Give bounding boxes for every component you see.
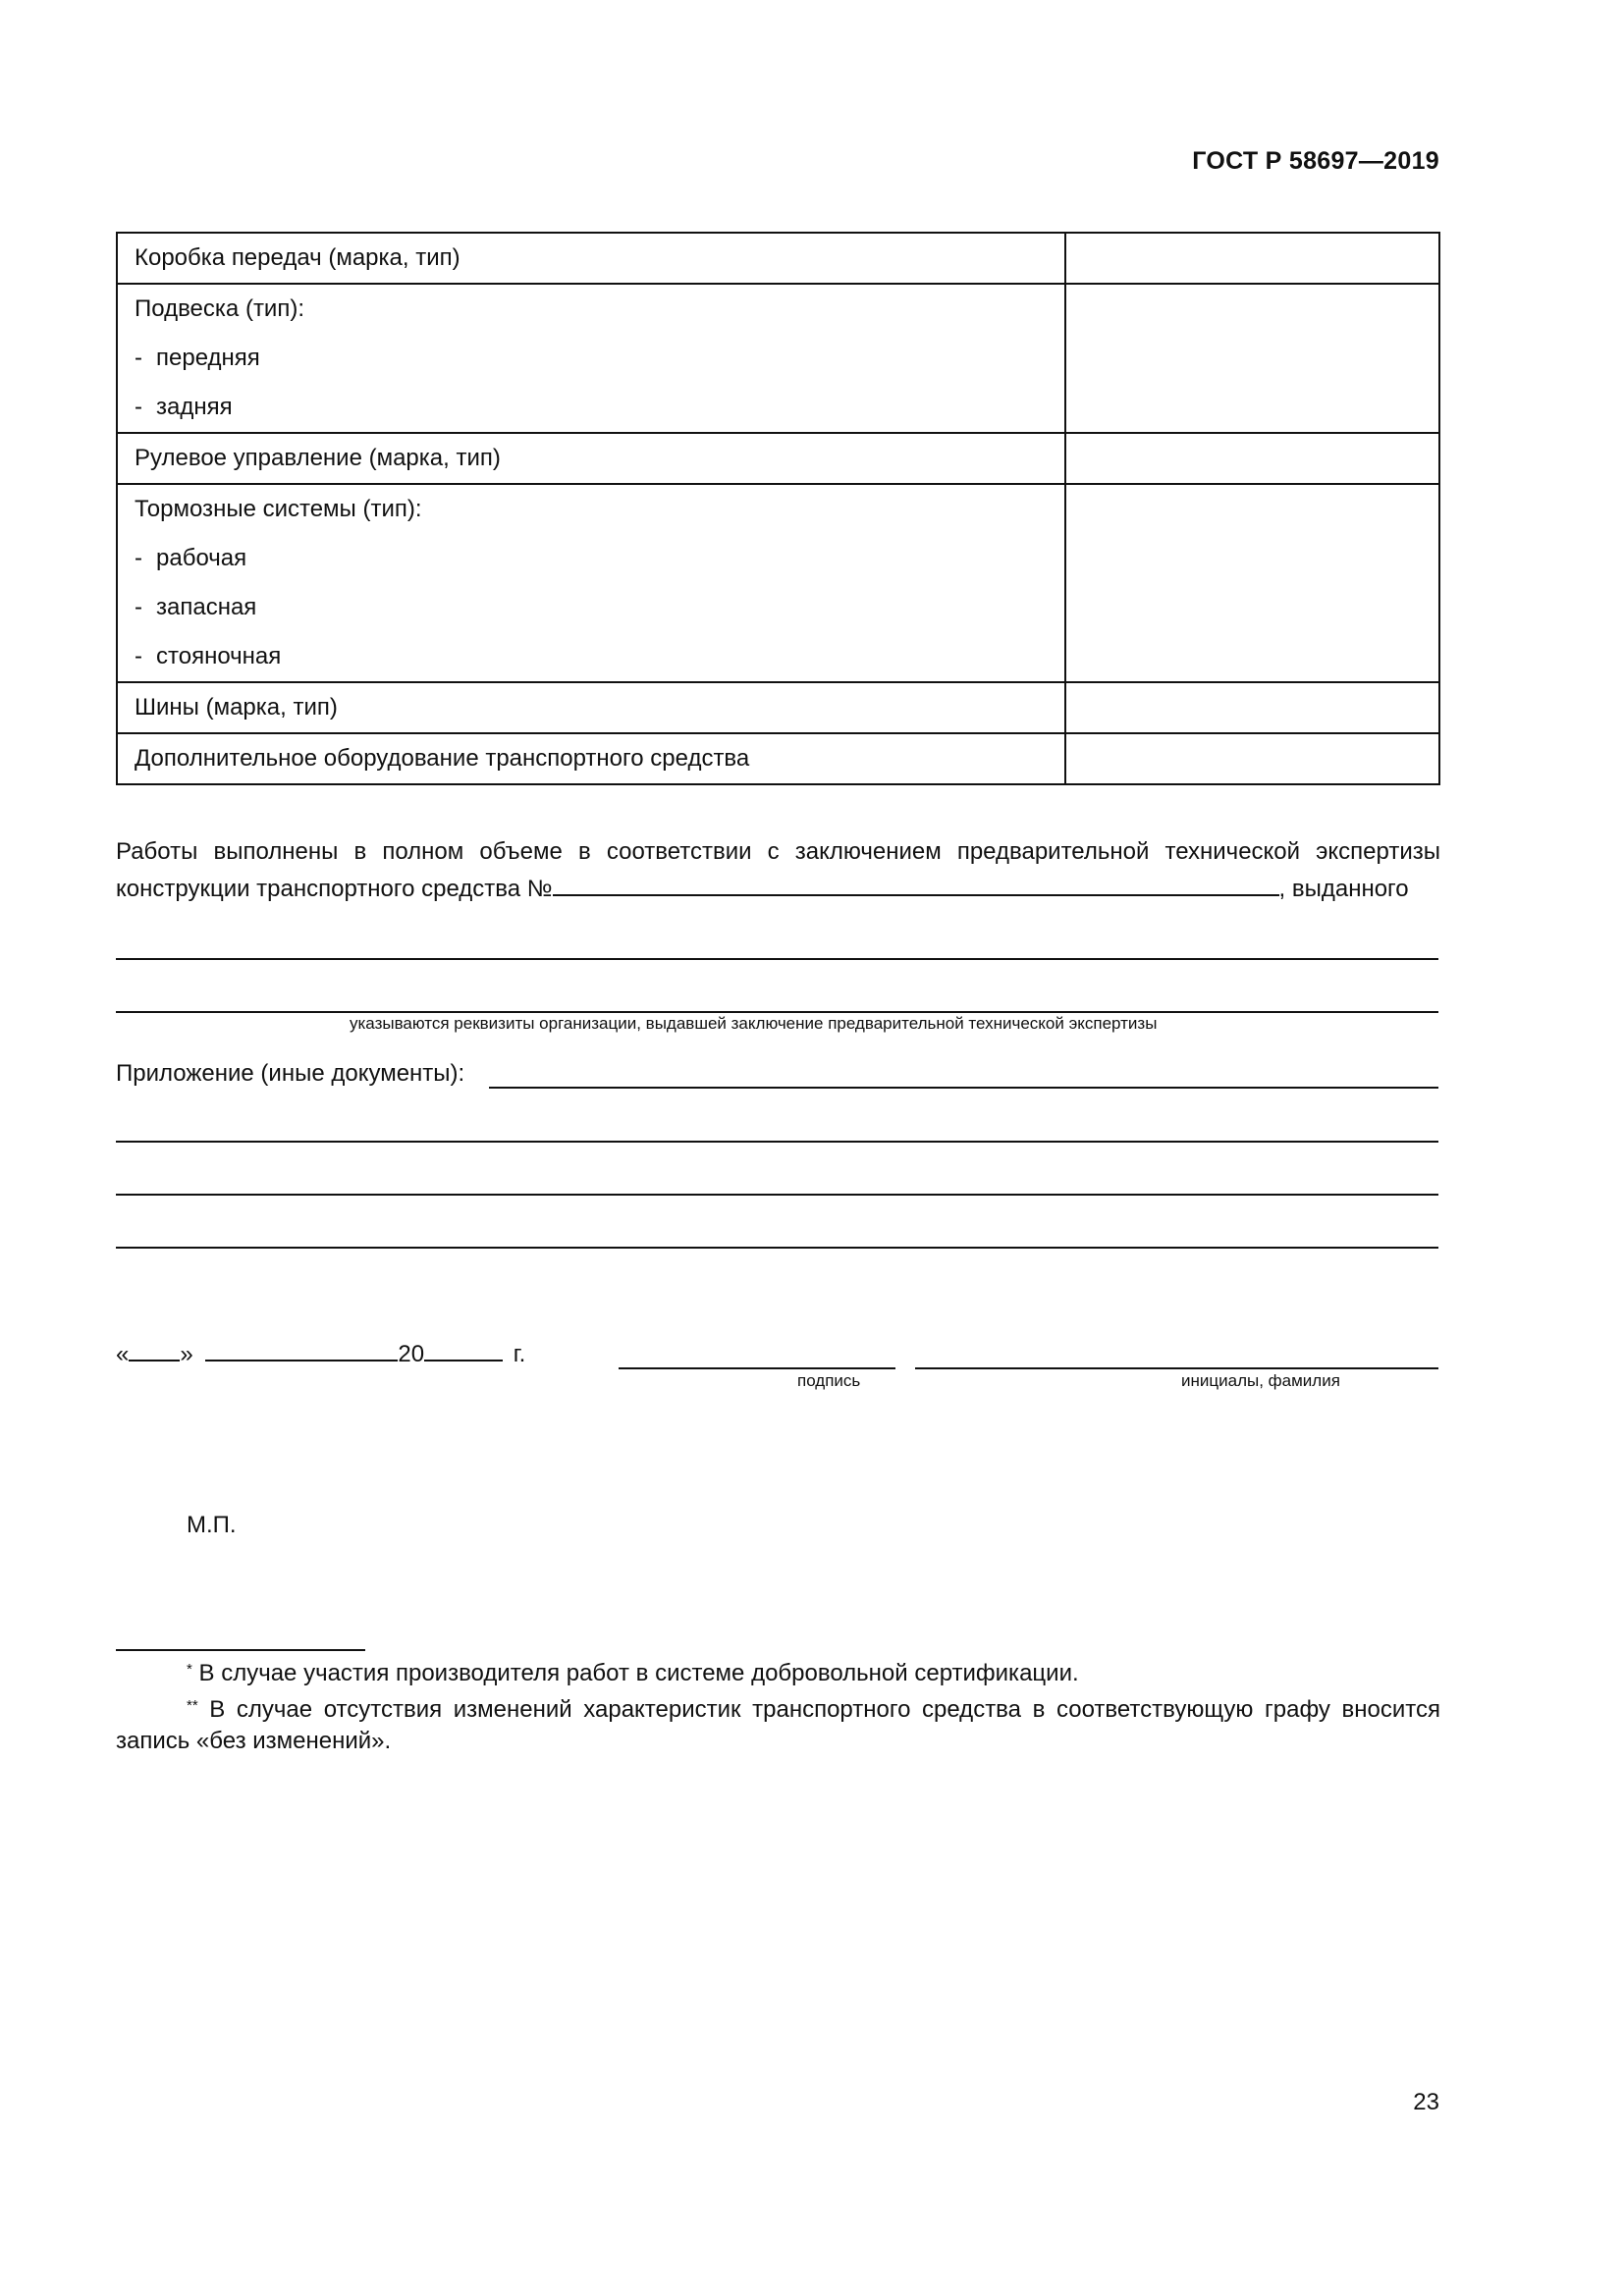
vehicle-spec-table <box>116 232 1440 785</box>
value-cell[interactable] <box>1065 433 1439 484</box>
issuer-line-2[interactable] <box>116 1011 1438 1013</box>
value-cell[interactable] <box>1065 233 1439 284</box>
value-cell[interactable] <box>1065 484 1439 682</box>
table-row <box>117 233 1439 284</box>
row-text: Подвеска (тип): <box>135 295 304 322</box>
table-row <box>117 484 1439 682</box>
appendix-line-4[interactable] <box>116 1247 1438 1249</box>
name-caption: инициалы, фамилия <box>1181 1371 1340 1390</box>
row-label <box>117 682 1065 733</box>
row-label <box>117 284 1065 433</box>
row-sub-item: - запасная <box>135 594 257 620</box>
row-text: Тормозные системы (тип): <box>135 496 422 522</box>
row-text: Рулевое управление (марка, тип) <box>135 445 501 471</box>
month-field[interactable] <box>205 1340 398 1362</box>
row-text: Коробка передач (марка, тип) <box>135 244 460 271</box>
value-cell[interactable] <box>1065 284 1439 433</box>
statement-paragraph: Работы выполнены в полном объеме в соответствии с заключением предварительной технической экспертизы конструкции транспортного средства № , выданного <box>116 838 1440 902</box>
document-code: ГОСТ Р 58697—2019 <box>1192 147 1439 175</box>
value-cell[interactable] <box>1065 682 1439 733</box>
row-sub-item: - передняя <box>135 345 260 371</box>
appendix-label: Приложение (иные документы): <box>116 1060 465 1087</box>
appendix-line-3[interactable] <box>116 1194 1438 1196</box>
footnote-separator <box>116 1649 365 1651</box>
row-sub-item: - рабочая <box>135 545 247 571</box>
table-row <box>117 733 1439 784</box>
table-row <box>117 433 1439 484</box>
year-field[interactable] <box>424 1340 503 1362</box>
row-label <box>117 233 1065 284</box>
page-number: 23 <box>1413 2089 1439 2115</box>
table-row <box>117 284 1439 433</box>
issuer-caption: указываются реквизиты организации, выдавшей заключение предварительной технической экспертизы <box>350 1014 1158 1033</box>
value-cell[interactable] <box>1065 733 1439 784</box>
row-label <box>117 484 1065 682</box>
row-label <box>117 733 1065 784</box>
signature-field[interactable] <box>619 1367 895 1369</box>
appendix-line-1[interactable] <box>489 1087 1438 1089</box>
certificate-number-field[interactable] <box>553 875 1279 896</box>
footnote-2: ** В случае отсутствия изменений характеристик транспортного средства в соответствующую графу вносится запись «без изменений». <box>116 1696 1440 1754</box>
name-field[interactable] <box>915 1367 1438 1369</box>
row-text: Дополнительное оборудование транспортного средства <box>135 745 750 772</box>
row-label <box>117 433 1065 484</box>
footnote-1: * В случае участия производителя работ в системе добровольной сертификации. <box>187 1660 1079 1686</box>
row-text: Шины (марка, тип) <box>135 694 338 721</box>
issuer-line-1[interactable] <box>116 958 1438 960</box>
table-row <box>117 682 1439 733</box>
stamp-place: М.П. <box>187 1512 237 1538</box>
row-sub-item: - задняя <box>135 394 233 420</box>
date-line: « » 20 г. <box>116 1341 526 1367</box>
signature-caption: подпись <box>797 1371 861 1390</box>
appendix-line-2[interactable] <box>116 1141 1438 1143</box>
day-field[interactable] <box>129 1340 180 1362</box>
row-sub-item: - стояночная <box>135 643 282 669</box>
